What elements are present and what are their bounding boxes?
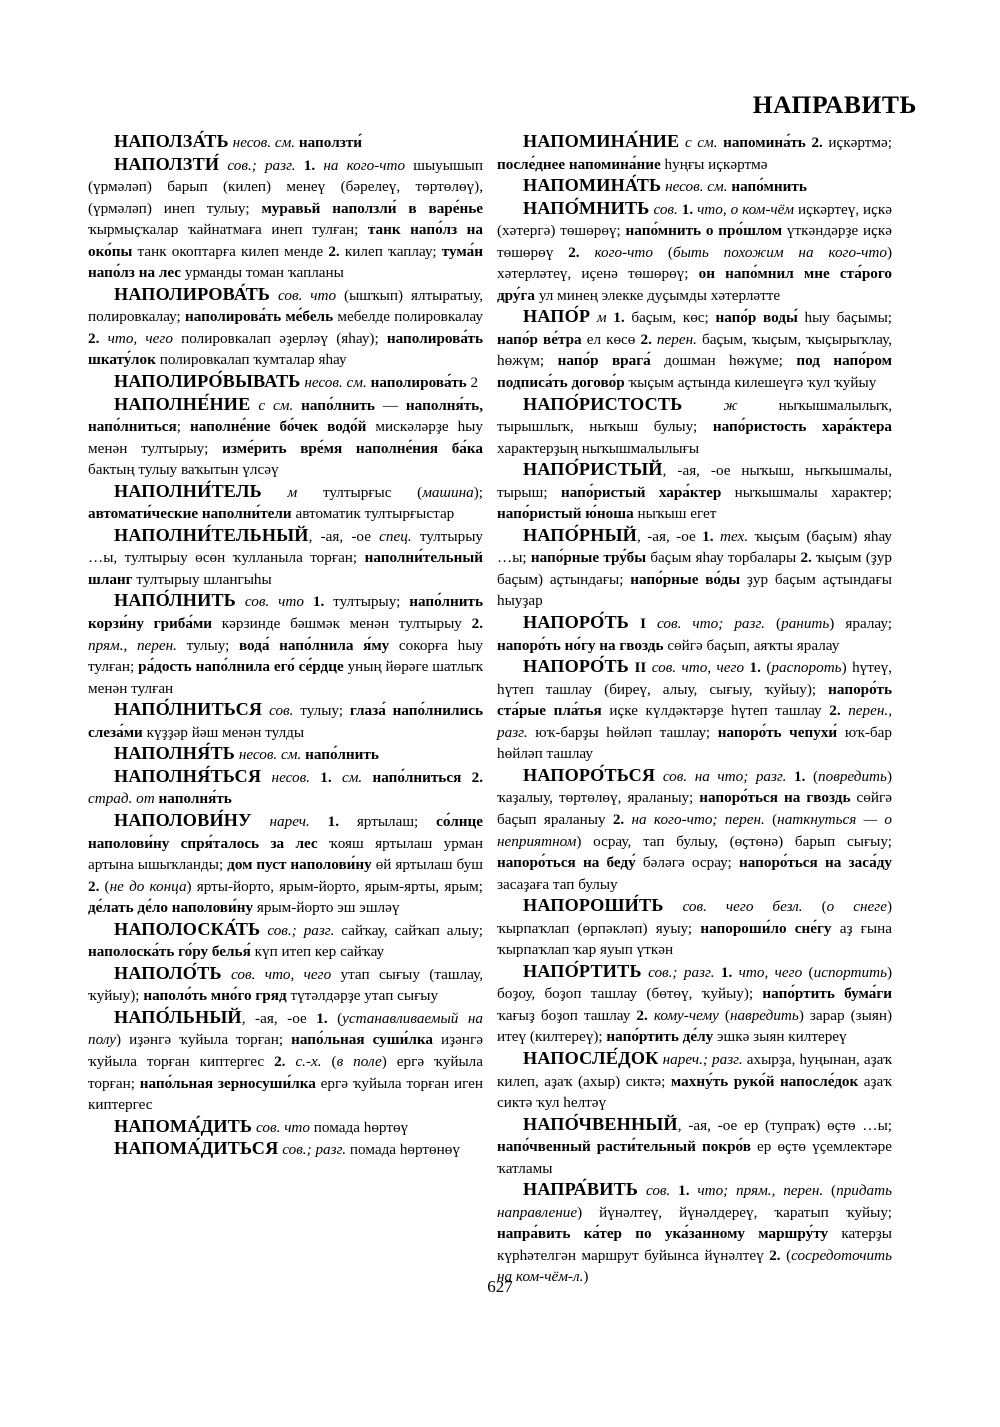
dictionary-entry: НАПОСЛЕ́ДОК нареч.; разг. ахырҙа, һуңынан, аҙаҡ килеп, аҙаҡ (ахыр) сиктә; махну́ть руко́й напосле́док аҙаҡ сиктә ҡул һелтәү [497, 1047, 893, 1112]
dictionary-entry: НАПОРО́ТЬ I сов. что; разг. (ранить) яралау; напоро́ть но́гу на гвоздь сөйгә баҫып, аяҡты яралау [497, 612, 893, 654]
dictionary-entry: НАПО́ЛЬНЫЙ, -ая, -ое 1. (устанавливаемый на полу) иҙәнгә ҡуйыла торған; напо́льная суши́лка иҙәнгә ҡуйыла торған киптергес 2. с.-х. (в поле) ергә ҡуйыла торған; напо́льная зерносуши́лка ергә ҡуйыла торған иген киптергес [88, 1006, 483, 1114]
dictionary-entry: НАПОМИНА́НИЕ с см. напомина́ть 2. иҫкәртмә; после́днее напомина́ние һуңғы иҫкәртмә [497, 131, 893, 173]
dictionary-entry: НАПОЛОСКА́ТЬ сов.; разг. сайҡау, сайҡап алыу; наполоска́ть го́ру белья́ күп итеп кер сайҡау [88, 918, 484, 961]
dictionary-entry: НАПО́Р м 1. баҫым, көс; напо́р воды́ һыу баҫымы; напо́р ве́тра ел көсө 2. перен. баҫым, ҡыҫым, ҡыҫырыҡлау, һөжүм; напо́р врага́ дошман һөжүме; под напо́ром подписа́ть догово́р ҡыҫым аҫтында килешеүгә ҡул ҡуйыу [497, 306, 893, 392]
dictionary-entry: НАПО́РИСТЫЙ, -ая, -ое ныҡыш, ныҡышмалы, тырыш; напо́ристый хара́ктер ныҡышмалы характер; напо́ристый ю́ноша ныҡыш егет [497, 459, 892, 523]
column-left [88, 131, 483, 1161]
dictionary-entry: НАПОЛИРОВА́ТЬ сов. что (ышҡып) ялтыратыу, полировкалау; наполирова́ть ме́бель мебелде полировкалау 2. что, чего полировкалап әҙерләү (яһау); наполирова́ть шкату́лок полировкалап ҡумталар яһау [88, 283, 484, 369]
dictionary-entry: НАПОЛНЯ́ТЬСЯ несов. 1. см. напо́лниться 2. страд. от наполня́ть [88, 765, 483, 808]
dictionary-entry: НАПОЛЗА́ТЬ несов. см. наползти́ [114, 131, 363, 151]
dictionary-entry: НАПОРО́ТЬСЯ сов. на что; разг. 1. (повредить) ҡаҙалыу, төртөлөү, яраланыу; напоро́ться на гвоздь сөйгә баҫып яраланыу 2. на кого-что; перен. (наткнуться — о неприятном) осрау, тап булыу, (өҫтөнә) барып сығыу; напоро́ться на беду́ бәләгә осрау; напоро́ться на заса́ду засаҙаға тап булыу [497, 764, 893, 893]
dictionary-entry: НАПОЛОВИ́НУ нареч. 1. яртылаш; со́лнце наполови́ну спря́талось за лес ҡояш яртылаш урман артына ышыҡланды; дом пуст наполови́ну өй яртылаш буш 2. (не до конца) ярты-йорто, ярым-йорто, ярым-ярты, ярым; де́лать де́ло наполови́ну ярым-йорто эш эшләү [88, 809, 484, 917]
dictionary-entry: НАПО́МНИТЬ сов. 1. что, о ком-чём иҫкәртеү, иҫкә (хәтергә) төшөрөү; напо́мнить о про́шлом үткәндәрҙе иҫкә төшөрөү 2. кого-что (быть похожим на кого-что) хәтерләтеү, иҫенә төшөрөү; он напо́мнил мне ста́рого дру́га ул минең элекке дуҫымды хәтерләтте [497, 197, 893, 304]
dictionary-entry: НАПОЛНЕ́НИЕ с см. напо́лнить — наполня́ть, напо́лниться; наполне́ние бо́чек водо́й мискәләрҙе һыу менән тултырыу; изме́рить вре́мя наполне́ния ба́ка бактың тулыу ваҡытын үлсәү [88, 393, 484, 479]
dictionary-entry: НАПОМА́ДИТЬСЯ сов.; разг. помада һөртөнөү [114, 1138, 460, 1159]
dictionary-entry: НАПО́РНЫЙ, -ая, -ое 1. тех. ҡыҫым (баҫым) яһау …ы; напо́рные тру́бы баҫым яһау торбалары 2. ҡыҫым (ҙур баҫым) аҫтындағы; напо́рные во́ды ҙур баҫым аҫтындағы һыуҙар [497, 524, 893, 610]
dictionary-entry: НАПОЛИРО́ВЫВАТЬ несов. см. наполирова́ть 2 [114, 371, 479, 392]
dictionary-entry: НАПОЛНИ́ТЕЛЬ м тултырғыс (машина); автомати́ческие наполни́тели автоматик тултырғыстар [88, 480, 483, 523]
dictionary-entry: НАПОЛНЯ́ТЬ несов. см. напо́лнить [114, 743, 379, 764]
dictionary-entry: НАПРА́ВИТЬ сов. 1. что; прям., перен. (придать направление) йүнәлтеү, йүнәлдереү, ҡаратып ҡуйыу; напра́вить ка́тер по ука́занному маршру́ту катерҙы күрһәтелгән маршрут буйынса йүнәлтеү 2. (сосредоточить на ком-чём-л.) [497, 1179, 893, 1286]
dictionary-entry: НАПО́ЧВЕННЫЙ, -ая, -ое ер (тупраҡ) өҫтө …ы; напо́чвенный расти́тельный покро́в ер өҫтө үҫемлектәре ҡатламы [497, 1113, 892, 1177]
dictionary-entry: НАПО́РИСТОСТЬ ж ныҡышмалылыҡ, тырышлыҡ, ныҡыш булыу; напо́ристость хара́ктера характерҙың ныҡышмалылығы [497, 393, 892, 457]
page-number: 627 [487, 1277, 513, 1296]
column-right [497, 131, 892, 1288]
dictionary-entry: НАПОМИНА́ТЬ несов. см. напо́мнить [523, 175, 807, 196]
dictionary-entry: НАПО́ЛНИТЬ сов. что 1. тултырыу; напо́лнить корзи́ну гриба́ми кәрзинде бәшмәк менән тултырыу 2. прям., перен. тулыу; вода́ напо́лнила я́му сокорға һыу тулған; ра́дость напо́лнила его́ се́рдце уның йөрәге шатлыҡ менән тулған [88, 590, 484, 697]
dictionary-entry: НАПОЛЗТИ́ сов.; разг. 1. на кого-что шыуышып (үрмәләп) барып (килеп) менеү (бәрелеү, төртөлөү), (үрмәләп) инеп тулыу; муравьй наползли́ в варе́нье ҡырмыҫҡалар ҡайнатмаға инеп тулған; танк напо́лз на око́пы танк окоптарға килеп менде 2. килеп ҡаплау; тума́н напо́лз на лес урманды томан ҡапланы [88, 153, 483, 282]
dictionary-entry: НАПОРОШИ́ТЬ сов. чего безл. (о снеге) ҡырпаҡлап (өрпәкләп) яуыу; напороши́ло сне́гу аҙ ғына ҡырпаҡлап ҡар яуып үткән [497, 895, 893, 959]
running-head: НАПРАВИТЬ [752, 90, 917, 119]
dictionary-entry: НАПОЛНИ́ТЕЛЬНЫЙ, -ая, -ое спец. тултырыу …ы, тултырыу өсөн ҡулланыла торған; наполни́тельный шланг тултырыу шлангыһы [88, 524, 483, 588]
dictionary-entry: НАПОМА́ДИТЬ сов. что помада һөртөү [114, 1115, 409, 1136]
dictionary-entry: НАПО́РТИТЬ сов.; разг. 1. что, чего (испортить) боҙоу, боҙоп ташлау (бөтөү, ҡуйыу); напо́ртить бума́ги ҡағыҙ боҙоп ташлау 2. кому-чему (навредить) зарар (зыян) итеү (килтереү); напо́ртить де́лу эшкә зыян килтереү [497, 960, 893, 1046]
dictionary-entry: НАПОРО́ТЬ II сов. что, чего 1. (распороть) һүтеү, һүтеп ташлау (биреү, алыу, сығыу, ҡуйыу); напоро́ть ста́рые пла́тья иҫке күлдәктәрҙе һүтеп ташлау 2. перен., разг. юҡ-барҙы һөйләп ташлау; напоро́ть чепухи́ юҡ-бар һөйләп ташлау [497, 656, 893, 763]
dictionary-entry: НАПО́ЛНИТЬСЯ сов. тулыу; глаза́ напо́лнились слеза́ми күҙҙәр йәш менән тулды [88, 699, 484, 741]
dictionary-entry: НАПОЛО́ТЬ сов. что, чего утап сығыу (ташлау, ҡуйыу); наполо́ть мно́го гряд түтәлдәрҙе утап сығыу [88, 962, 483, 1005]
